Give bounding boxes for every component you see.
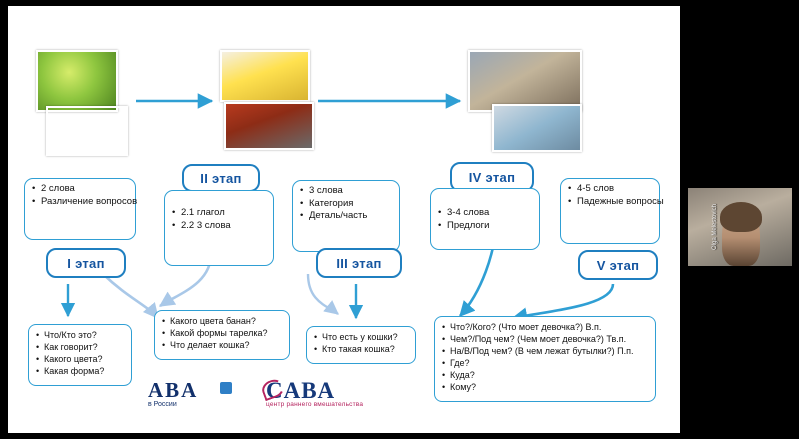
cava-logo-subtitle: центр раннего вмешательства <box>266 401 364 408</box>
stage4-item: • 3-4 слова <box>447 207 534 220</box>
stage2-content-box <box>164 190 274 266</box>
stage-5-label: V этап <box>578 250 658 280</box>
question-item: • Как говорит? <box>44 341 126 353</box>
aba-logo-title: ABA <box>148 378 199 402</box>
question-item: • Какой формы тарелка? <box>170 327 284 339</box>
question-item: • Где? <box>450 357 650 369</box>
cava-logo <box>266 378 386 412</box>
puzzle-icon <box>220 382 232 394</box>
question-item: • Что/Кто это? <box>44 329 126 341</box>
apple-photo <box>36 50 118 112</box>
questions-stage4-box <box>434 316 656 402</box>
question-item: • Какая форма? <box>44 365 126 377</box>
stage2-item: • 2.1 глагол <box>181 207 268 220</box>
questions-stage2-box <box>154 310 290 360</box>
stage3-item: • Деталь/часть <box>309 210 394 223</box>
stage5-item: • Падежные вопросы <box>577 196 654 209</box>
stage3-content-box <box>292 180 400 252</box>
stage-4-label: IV этап <box>450 162 534 192</box>
dog-photo <box>46 106 128 156</box>
kid-photo <box>492 104 582 152</box>
stage3-item: • 3 слова <box>309 185 394 198</box>
questions-stage3-box <box>306 326 416 364</box>
question-item: • Куда? <box>450 369 650 381</box>
stage2-item: • 2.2 3 слова <box>181 220 268 233</box>
stage1-item: • Различение вопросов <box>41 196 130 209</box>
questions-stage1-box <box>28 324 132 386</box>
participant-hair <box>720 202 762 232</box>
question-item: • Что делает кошка? <box>170 339 284 351</box>
stage4-item: • Предлоги <box>447 220 534 233</box>
participant-name-vertical: Olga Melestovich <box>712 203 719 251</box>
stage4-content-box <box>430 188 540 250</box>
stage-1-label: I этап <box>46 248 126 278</box>
question-item: • Кому? <box>450 381 650 393</box>
stage3-item: • Категория <box>309 198 394 211</box>
question-item: • Какого цвета банан? <box>170 315 284 327</box>
participant-video-tile[interactable] <box>688 188 792 266</box>
aba-logo <box>148 378 234 414</box>
question-item: • На/В/Под чем? (В чем лежат бутылки?) П.п. <box>450 345 650 357</box>
question-item: • Чем?/Под чем? (Чем моет девочка?) Тв.п. <box>450 333 650 345</box>
family-photo <box>468 50 582 112</box>
cat-photo <box>224 102 314 150</box>
cava-logo-title: CABA <box>266 378 336 403</box>
stage-2-label: II этап <box>182 164 260 192</box>
presentation-slide <box>8 6 680 433</box>
question-item: • Что?/Кого? (Что моет девочка?) В.п. <box>450 321 650 333</box>
stage1-content-box <box>24 178 136 240</box>
stage5-item: • 4-5 слов <box>577 183 654 196</box>
question-item: • Какого цвета? <box>44 353 126 365</box>
stage1-item: • 2 слова <box>41 183 130 196</box>
question-item: • Кто такая кошка? <box>322 343 410 355</box>
question-item: • Что есть у кошки? <box>322 331 410 343</box>
stage-3-label: III этап <box>316 248 402 278</box>
aba-logo-subtitle: в России <box>148 401 177 408</box>
banana-photo <box>220 50 310 102</box>
stage5-content-box <box>560 178 664 244</box>
